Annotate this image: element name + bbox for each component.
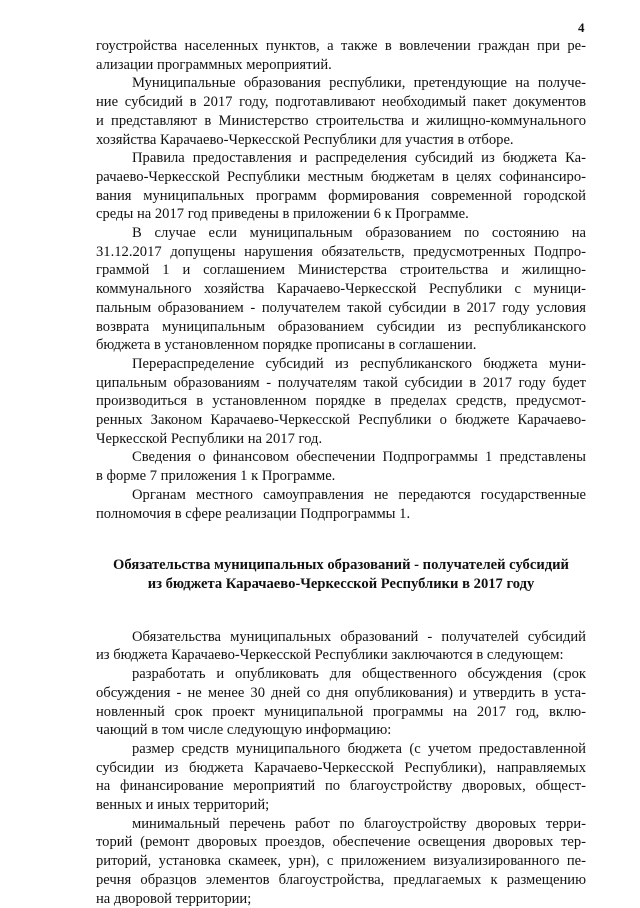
- text-line: вания муниципальных программ формирования современной городской: [96, 187, 586, 204]
- text-line: в форме 7 приложения 1 к Программе.: [96, 468, 336, 485]
- text-line: разработать и опубликовать для общественного обсуждения (срок: [132, 666, 586, 683]
- text-line: бюджета в установленном порядке прописаны в соглашении.: [96, 337, 477, 354]
- text-line: пальным образованием - получателем такой субсидии в 2017 году условия: [96, 299, 586, 316]
- text-line: хозяйства Карачаево-Черкесской Республики для участия в отборе.: [96, 131, 514, 148]
- section-heading-line: Обязательства муниципальных образований - получателей субсидий: [113, 557, 569, 574]
- text-line: рачаево-Черкесской Республики местным бюджетам в целях софинансиро-: [96, 168, 586, 185]
- text-line: среды на 2017 год приведены в приложении 6 к Программе.: [96, 206, 469, 223]
- text-line: речня образцов элементов благоустройства, предлагаемых к размещению: [96, 871, 586, 888]
- text-line: на финансирование мероприятий по благоустройству дворовых, общест-: [96, 778, 586, 795]
- text-line: гоустройства населенных пунктов, а также в вовлечении граждан при ре-: [96, 38, 586, 54]
- text-line: риторий, установка скамеек, урн), с приложением визуализированного пе-: [96, 853, 586, 870]
- text-line: венных и иных территорий;: [96, 797, 270, 814]
- text-line: новленный срок проект муниципальной программы на 2017 год, вклю-: [96, 703, 586, 720]
- text-line: на дворовой территории;: [96, 890, 252, 907]
- text-line: из бюджета Карачаево-Черкесской Республики заключаются в следующем:: [96, 647, 564, 664]
- text-line: Органам местного самоуправления не передаются государственные: [132, 486, 586, 503]
- text-line: Правила предоставления и распределения субсидий из бюджета Ка-: [132, 150, 586, 167]
- text-line: ренных Законом Карачаево-Черкесской Республики о бюджете Карачаево-: [96, 412, 586, 429]
- text-line: размер средств муниципального бюджета (с учетом предоставленной: [132, 740, 586, 757]
- text-line: Обязательства муниципальных образований - получателей субсидий: [132, 628, 586, 645]
- text-line: Черкесской Республики на 2017 год.: [96, 430, 323, 447]
- text-line: торий (ремонт дворовых проездов, обеспечение освещения дворовых тер-: [96, 834, 586, 851]
- text-line: производиться в установленном порядке в пределах средств, предусмот-: [96, 393, 586, 410]
- text-line: Перераспределение субсидий из республиканского бюджета муни-: [132, 355, 586, 372]
- text-line: и представляют в Министерство строительства и жилищно-коммунального: [96, 112, 586, 129]
- text-line: возврата муниципальным образованием субсидии из республиканского: [96, 318, 586, 335]
- text-line: ализации программных мероприятий.: [96, 56, 332, 73]
- text-line: ние субсидий в 2017 году, подготавливают необходимый пакет документов: [96, 94, 586, 111]
- text-line: В случае если муниципальным образованием по состоянию на: [132, 225, 586, 242]
- document-body: [96, 37, 586, 908]
- text-line: граммой 1 и соглашением Министерства строительства и жилищно-: [96, 262, 586, 279]
- text-line: полномочия в сфере реализации Подпрограммы 1.: [96, 505, 411, 522]
- text-line: чающий в том числе следующую информацию:: [96, 722, 392, 739]
- text-line: субсидии из бюджета Карачаево-Черкесской Республики), направляемых: [96, 759, 586, 776]
- section-heading-line: из бюджета Карачаево-Черкесской Республики в 2017 году: [147, 575, 535, 592]
- text-line: ципальным образованиям - получателям такой субсидии в 2017 году будет: [96, 374, 586, 391]
- text-line: 31.12.2017 допущены нарушения обязательств, предусмотренных Подпро-: [96, 243, 586, 260]
- text-line: Сведения о финансовом обеспечении Подпрограммы 1 представлены: [132, 449, 586, 466]
- text-line: обсуждения - не менее 30 дней со дня опубликования) и утвердить в уста-: [96, 684, 586, 701]
- text-line: коммунального хозяйства Карачаево-Черкесской Республики с муници-: [96, 281, 586, 298]
- page-number: 4: [578, 20, 585, 35]
- text-line: Муниципальные образования республики, претендующие на получе-: [132, 75, 586, 92]
- text-line: минимальный перечень работ по благоустройству дворовых терри-: [132, 815, 586, 832]
